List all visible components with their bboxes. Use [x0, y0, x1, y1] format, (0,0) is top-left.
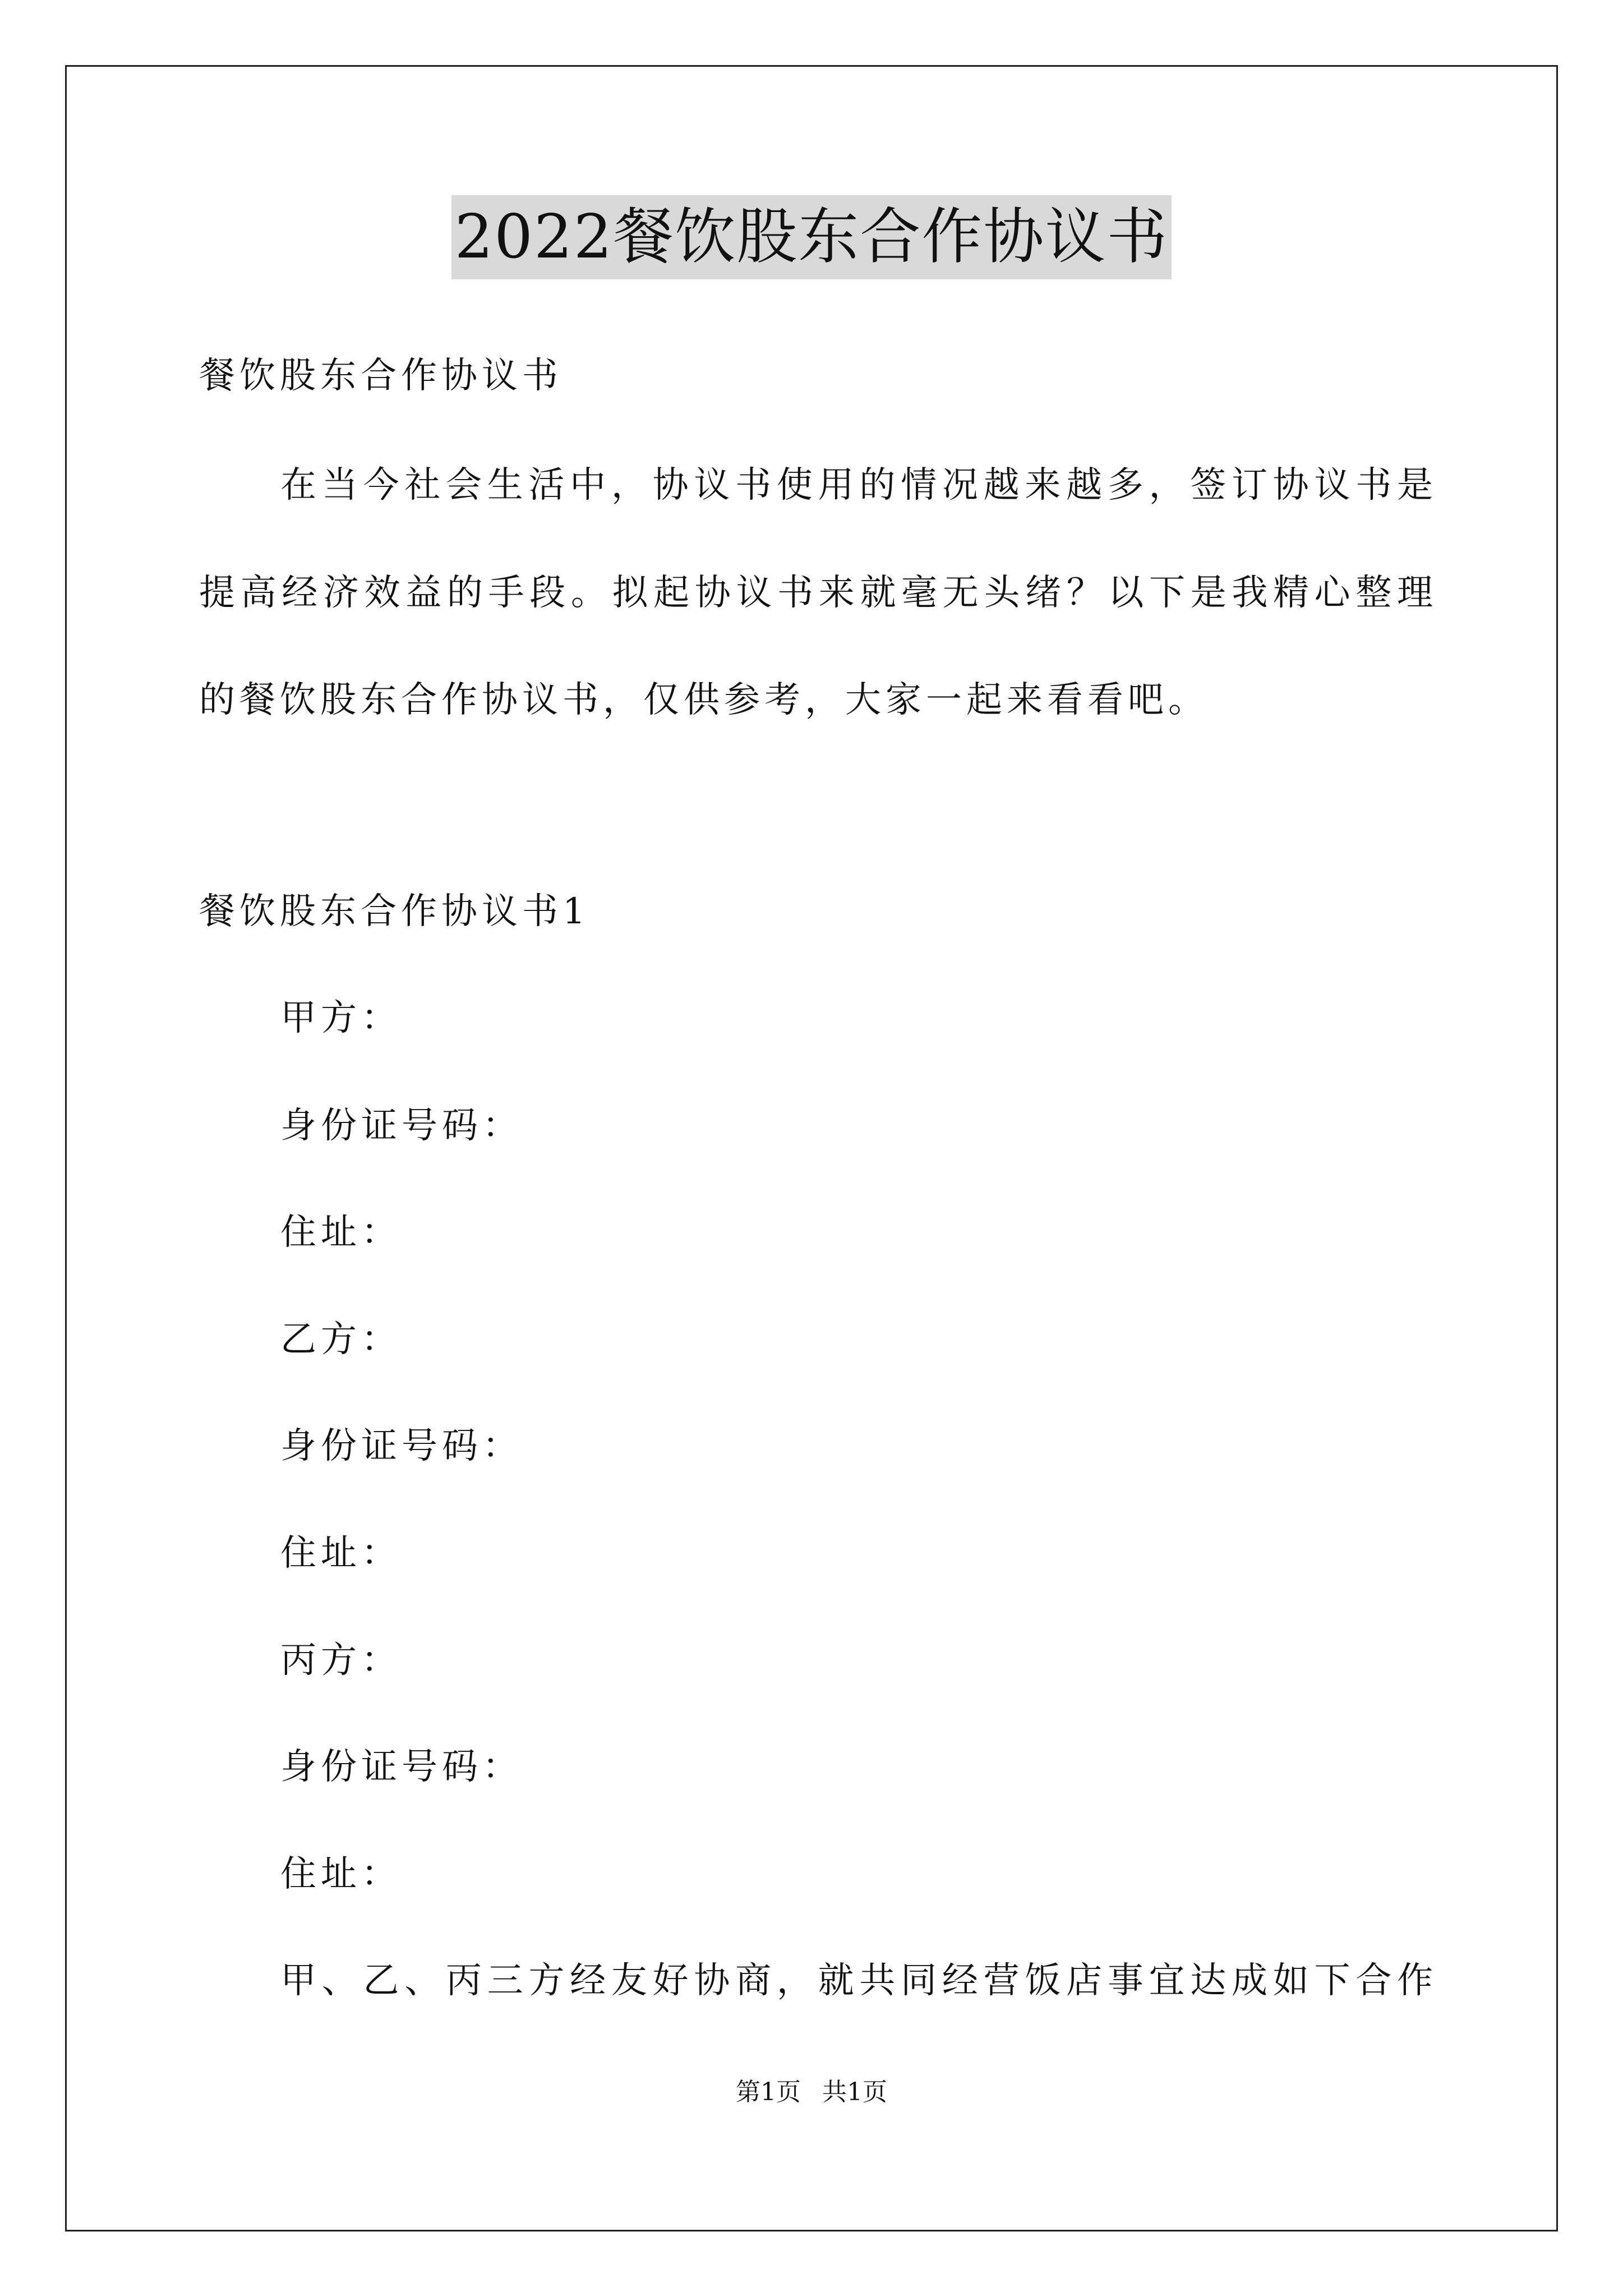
document-subtitle: 餐饮股东合作协议书: [199, 355, 562, 397]
field-party-b-id: 身份证号码：: [280, 1425, 523, 1467]
field-party-b-address: 住址：: [280, 1533, 402, 1574]
title-container: [0, 195, 1623, 279]
intro-line-3: 的餐饮股东合作协议书，仅供参考，大家一起来看看吧。: [199, 679, 1209, 721]
field-party-a: 甲方：: [280, 997, 402, 1039]
field-party-c-address: 住址：: [280, 1853, 402, 1895]
intro-line-2: 提高经济效益的手段。拟起协议书来就毫无头绪？以下是我精心整理: [199, 572, 1433, 614]
page-number-current: 第1页: [736, 2078, 801, 2106]
document-title: 2022餐饮股东合作协议书: [451, 195, 1172, 279]
field-party-a-id: 身份证号码：: [280, 1105, 523, 1147]
closing-line: 甲、乙、丙三方经友好协商，就共同经营饭店事宜达成如下合作: [280, 1960, 1433, 2001]
page-number-total: 共1页: [822, 2078, 887, 2106]
page-footer: [0, 2076, 1623, 2109]
field-party-a-address: 住址：: [280, 1212, 402, 1253]
field-party-b: 乙方：: [280, 1319, 402, 1360]
field-party-c: 丙方：: [280, 1640, 402, 1681]
section-heading: 餐饮股东合作协议书1: [199, 891, 590, 932]
field-party-c-id: 身份证号码：: [280, 1746, 523, 1788]
intro-line-1: 在当今社会生活中，协议书使用的情况越来越多，签订协议书是: [280, 464, 1433, 506]
